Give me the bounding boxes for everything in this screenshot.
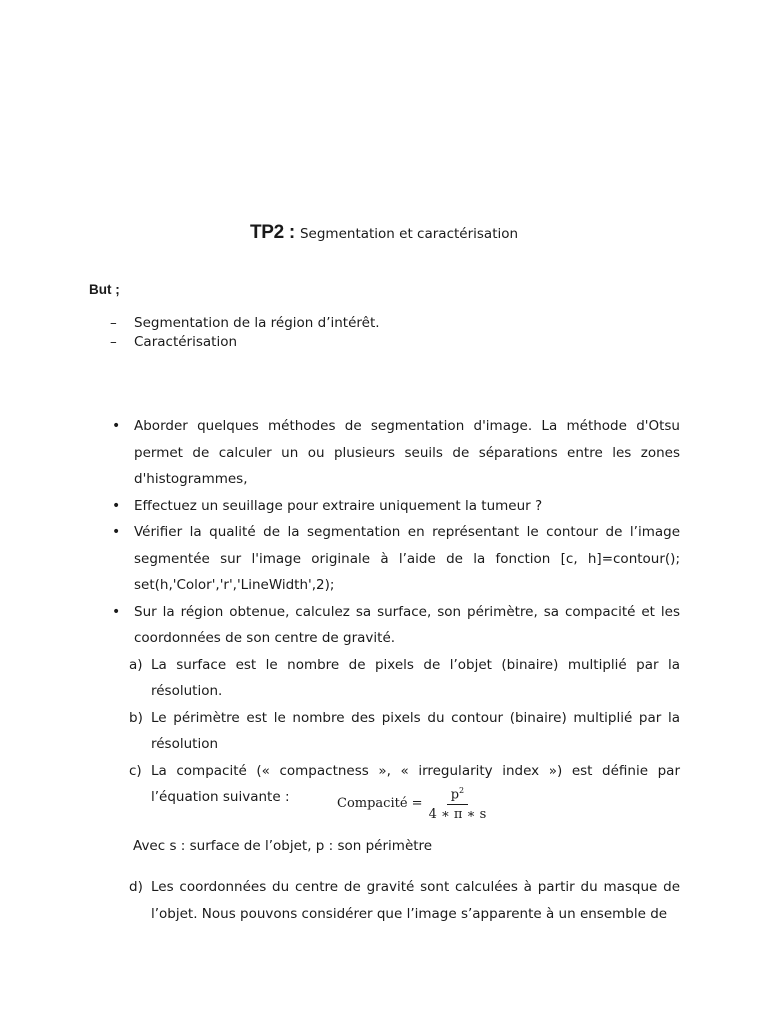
title-subtitle: Segmentation et caractérisation bbox=[299, 226, 519, 242]
sub-list-item bbox=[129, 874, 680, 927]
sub-list-continued bbox=[129, 874, 680, 927]
list-item-text: Sur la région obtenue, calculez sa surface, son périmètre, sa compacité et les coordonnées de son centre de gravité. bbox=[134, 603, 680, 646]
formula-fraction bbox=[429, 783, 487, 823]
title-tp2: TP2 : bbox=[249, 222, 295, 243]
objectives-list bbox=[110, 314, 380, 352]
sub-list-text: Les coordonnées du centre de gravité sont calculées à partir du masque de l’objet. Nous pouvons considérer que l’image s’apparente à un ensemble de bbox=[151, 879, 680, 922]
list-item bbox=[110, 333, 380, 352]
list-item bbox=[112, 599, 680, 811]
bullet-icon: • bbox=[112, 497, 121, 514]
bullet-icon: • bbox=[112, 524, 121, 540]
formula-denominator: 4 ∗ π ∗ s bbox=[428, 807, 487, 823]
dash-marker: – bbox=[110, 315, 117, 331]
list-item-text: Vérifier la qualité de la segmentation en représentant le contour de l’image segmentée sur l'image originale à l’aide de la fonction [c, h]=contour(); set(h,'Color','r','LineWidth',2); bbox=[134, 524, 680, 593]
sub-list-label: a) bbox=[129, 656, 143, 673]
list-item bbox=[110, 314, 380, 333]
list-item-text: Caractérisation bbox=[134, 334, 238, 350]
numerator-base: p bbox=[450, 787, 460, 803]
sub-list-label: c) bbox=[129, 762, 142, 779]
formula-lhs: Compacité = bbox=[337, 795, 423, 811]
sub-list-text: Le périmètre est le nombre des pixels du contour (binaire) multiplié par la résolution bbox=[151, 709, 680, 752]
sub-list-item bbox=[129, 652, 680, 705]
bullet-icon: • bbox=[112, 418, 121, 434]
formula-legend: Avec s : surface de l’objet, p : son périmètre bbox=[133, 838, 433, 854]
formula-numerator bbox=[447, 783, 468, 805]
sub-list-text: La surface est le nombre de pixels de l’objet (binaire) multiplié par la résolution. bbox=[151, 656, 680, 699]
compactness-formula bbox=[337, 783, 486, 823]
sub-list-item bbox=[129, 705, 680, 758]
sub-list-label: b) bbox=[129, 709, 143, 726]
list-item-text: Segmentation de la région d’intérêt. bbox=[134, 315, 380, 331]
numerator-exponent: 2 bbox=[459, 786, 465, 795]
list-item bbox=[112, 519, 680, 599]
list-item-text: Effectuez un seuillage pour extraire uniquement la tumeur ? bbox=[134, 497, 543, 514]
list-item bbox=[112, 413, 680, 493]
sub-list-text: La compacité (« compactness », « irregularity index ») est définie par l’équation suivante : bbox=[151, 762, 680, 805]
page-title bbox=[0, 222, 768, 244]
list-item bbox=[112, 493, 680, 520]
list-item-text: Aborder quelques méthodes de segmentation d'image. La méthode d'Otsu permet de calculer un ou plusieurs seuils de séparations entre les zones d'histogrammes, bbox=[134, 418, 680, 487]
but-heading: But ; bbox=[89, 282, 120, 297]
bullet-icon: • bbox=[112, 603, 121, 620]
instructions-list bbox=[112, 413, 680, 811]
dash-marker: – bbox=[110, 334, 117, 350]
sub-list-label: d) bbox=[129, 879, 143, 895]
